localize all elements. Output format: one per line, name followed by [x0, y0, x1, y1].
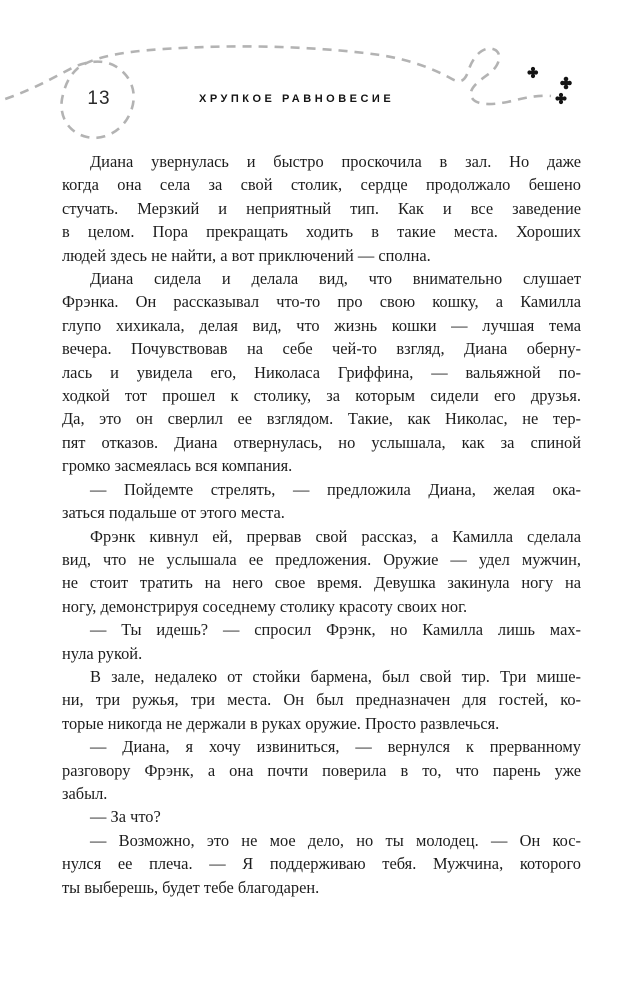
text-line: вид, что не услышала ее предложения. Оружие — удел мужчин, [62, 549, 581, 569]
paragraph [62, 735, 581, 805]
text-line: — Ты идешь? — спросил Фрэнк, но Камилла лишь мах- [90, 620, 581, 640]
paragraph [62, 618, 581, 665]
text-line: пят отказов. Диана отвернулась, но услышала, как за спиной [62, 432, 581, 452]
text-line: Диана увернулась и быстро проскочила в зал. Но даже [90, 152, 581, 171]
text-line: ты выберешь, будет тебе благодарен. [62, 877, 320, 897]
text-line: забыл. [62, 783, 108, 803]
paragraph [62, 267, 581, 478]
text-line: разговору Фрэнк, а она почти поверила в то, что парень уже [62, 760, 581, 780]
text-line: Да, это он сверлил ее взглядом. Такие, как Николас, не тер- [62, 409, 581, 429]
paragraph [62, 805, 581, 828]
text-line: лась и увидела его, Николаса Гриффина, — вальяжной по- [62, 362, 581, 382]
text-line: ходкой тот прошел к столику, за которым сидели его друзья. [62, 386, 581, 406]
running-title: ХРУПКОЕ РАВНОВЕСИЕ [199, 93, 395, 105]
text-line: стучать. Мерзкий и неприятный тип. Как и все заведение [62, 198, 581, 218]
paragraph [62, 478, 581, 525]
paragraph [62, 525, 581, 619]
paragraph [62, 829, 581, 899]
text-line: громко засмеялась вся компания. [62, 456, 293, 476]
text-line: — Возможно, это не мое дело, но ты молодец. — Он кос- [90, 830, 581, 850]
text-line: нула рукой. [62, 643, 143, 663]
text-line: — Диана, я хочу извиниться, — вернулся к прерванному [90, 737, 581, 757]
text-line: людей здесь не найти, а вот приключений — сполна. [62, 245, 431, 265]
text-line: ногу, демонстрируя соседнему столику красоту своих ног. [62, 596, 468, 616]
text-line: торые никогда не держали в руках оружие. Просто развлечься. [62, 713, 500, 733]
flower-icon [555, 93, 566, 104]
flower-icon [527, 67, 538, 78]
page-number: 13 [87, 88, 111, 109]
text-line: глупо хихикала, делая вид, что жизнь кошки — лучшая тема [62, 315, 581, 335]
text-line: когда она села за свой столик, сердце продолжало бешено [62, 175, 581, 195]
text-line: в целом. Пора прекращать ходить в такие места. Хороших [62, 222, 581, 242]
text-line: Диана сидела и делала вид, что внимательно слушает [90, 269, 581, 289]
text-line: вечера. Почувствовав на себе чей-то взгляд, Диана оберну- [62, 339, 581, 359]
dashed-doodle-icon [0, 0, 644, 150]
text-line: Фрэнка. Он рассказывал что-то про свою кошку, а Камилла [62, 292, 581, 312]
text-line: заться подальше от этого места. [62, 503, 285, 523]
text-line: Фрэнк кивнул ей, прервав свой рассказ, а Камилла сделала [90, 526, 581, 546]
text-line: — За что? [90, 807, 161, 827]
text-line: не стоит тратить на него свое время. Девушка закинула ногу на [62, 573, 581, 593]
flower-icon [560, 77, 572, 90]
page-text [62, 150, 581, 899]
text-line: В зале, недалеко от стойки бармена, был свой тир. Три мише- [90, 666, 581, 686]
text-line: нулся ее плеча. — Я поддерживаю тебя. Мужчина, которого [62, 854, 581, 874]
text-line: ни, три ружья, три места. Он был предназначен для гостей, ко- [62, 690, 581, 710]
paragraph [62, 150, 581, 267]
paragraph [62, 665, 581, 735]
text-line: — Пойдемте стрелять, — предложила Диана, желая ока- [90, 479, 581, 499]
